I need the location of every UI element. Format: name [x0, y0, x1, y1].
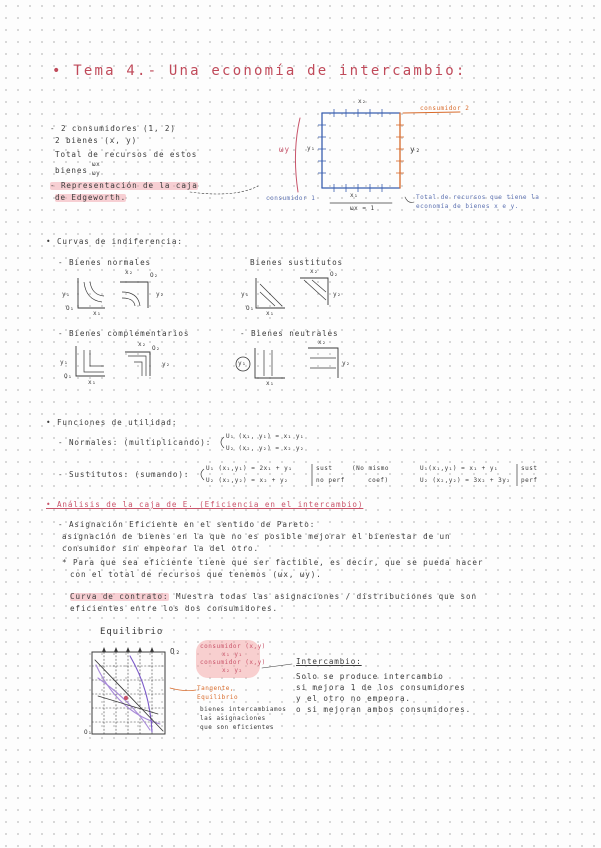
utilidad-sust-mid2: no perf — [316, 477, 345, 484]
curvas-neutrales-label: - Bienes neutrales — [240, 329, 339, 338]
intercambio-line-1: Solo se produce intercambio — [296, 672, 444, 681]
complementarios-y1: y₁ — [60, 359, 69, 366]
intro-line-6: de Edgeworth. — [55, 193, 127, 202]
intercambio-line-4: o si mejoran ambos consumidores. — [296, 705, 472, 714]
utilidad-sust-mid4: coef) — [368, 477, 389, 484]
neutrales-y2: y₂ — [342, 360, 351, 367]
box-consumer1-label: consumidor 1 — [266, 195, 316, 202]
intro-line-1: - 2 consumidores (1, 2) — [50, 124, 176, 133]
curvas-complementarios-label: - Bienes complementarios — [58, 329, 190, 338]
contrato-text: Muestra todas las asignaciones / distribuciones que son — [176, 592, 477, 601]
complementarios-y2: y₂ — [162, 361, 171, 368]
box-omega-x-label: ωx = 1 — [350, 205, 375, 212]
equilibrio-title: Equilibrio — [100, 627, 164, 637]
utilidad-sust-r2: U₂ (x₂,y₂) = 3x₂ + 3y₂ — [420, 477, 511, 484]
utilidad-sust-r4: perf — [521, 477, 538, 484]
complementarios-x2: x₂ — [138, 341, 147, 348]
complementarios-o1: O₁ — [64, 373, 73, 380]
equilibrio-bubble1-l1: consumidor (x,y) — [200, 643, 266, 650]
sustitutos-y2: y₂ — [333, 291, 342, 298]
normales-x1: x₁ — [93, 310, 102, 317]
box-top-label: x₂ — [358, 98, 367, 105]
equilibrio-tangente: Tangente, — [197, 685, 235, 692]
sustitutos-y1: y₁ — [241, 291, 250, 298]
intro-omega-y: ωy — [92, 170, 101, 177]
contrato-text-2: eficientes entre los dos consumidores. — [70, 604, 278, 613]
box-y2-label: y₂ — [410, 145, 421, 154]
equilibrio-bubble1-l2: x₁ y₁ — [222, 651, 243, 658]
intercambio-line-3: y el otro no empeora. — [296, 694, 411, 703]
utilidad-sust-r3: sust — [521, 465, 538, 472]
analisis-line-4: * Para que sea eficiente tiene que ser factible, es decir, que se pueda hacer — [62, 558, 484, 567]
curvas-heading: • Curvas de indiferencia: — [46, 237, 183, 246]
normales-o1: O₁ — [66, 305, 75, 312]
intercambio-line-2: si mejora 1 de los consumidores — [296, 683, 466, 692]
neutrales-y1: y₁ — [238, 360, 247, 367]
equilibrio-note-2: las asignaciones — [200, 715, 266, 722]
curvas-sustitutos-label: Bienes sustitutos — [250, 258, 344, 267]
equilibrio-bubble2-l2: x₂ y₂ — [222, 667, 243, 674]
equilibrio-note-1: bienes intercambiamos — [200, 706, 287, 713]
intro-line-5: - Representación de la caja — [50, 181, 198, 190]
normales-o2: O₂ — [150, 272, 159, 279]
utilidad-sust-mid1: sust — [316, 465, 333, 472]
sustitutos-o1: O₁ — [246, 305, 255, 312]
utilidad-heading: • Funciones de utilidad: — [46, 418, 178, 427]
contrato-label: Curva de contrato: — [70, 592, 169, 601]
box-note-line-1: Total de recursos que tiene la — [416, 194, 540, 201]
box-consumer2-label: consumidor 2 — [420, 105, 470, 112]
page-title: • Tema 4.- Una economía de intercambio: — [52, 63, 467, 79]
analisis-line-2: asignación de bienes en la que no es posible mejorar el bienestar de un — [62, 532, 451, 541]
analisis-heading: • Análisis de la caja de E. (Eficiencia en el intercambio) — [46, 500, 364, 509]
box-x1-label: x₁ — [350, 192, 359, 199]
curvas-normales-label: - Bienes normales — [58, 258, 152, 267]
intercambio-title: Intercambio: — [296, 657, 362, 666]
utilidad-sust-u2: U₂ (x₂,y₂) = x₂ + y₂ — [206, 477, 289, 484]
equilibrio-o1: O₁ — [84, 729, 93, 736]
complementarios-o2: O₂ — [152, 345, 161, 352]
neutrales-x1: x₁ — [266, 380, 275, 387]
sustitutos-x1: x₁ — [266, 310, 275, 317]
normales-y2: y₂ — [156, 291, 165, 298]
intro-omega-x: ωx — [92, 161, 101, 168]
utilidad-normales-u2: U₂ (x₂, y₂) = x₂ y₂ — [226, 445, 305, 452]
intro-line-3: Total de recursos de estos — [55, 150, 198, 159]
utilidad-normales: - Normales: (multiplicando): — [58, 438, 212, 447]
equilibrio-note-3: que son eficientes — [200, 724, 275, 731]
neutrales-x2: x₂ — [318, 339, 327, 346]
intro-line-2: 2 bienes (x, y) — [55, 136, 138, 145]
utilidad-normales-u1: U₁ (x₁, y₁) = x₁ y₁ — [226, 433, 305, 440]
box-omega-y-label: ωy — [279, 145, 290, 154]
utilidad-sustitutos: - Sustitutos: (sumando): — [58, 470, 190, 479]
box-y1-label: y₁ — [307, 145, 316, 152]
complementarios-x1: x₁ — [88, 379, 97, 386]
sustitutos-o2: O₂ — [330, 271, 339, 278]
analisis-line-5: con el total de recursos que tenemos (ωx, ωy). — [70, 570, 322, 579]
normales-x2: x₂ — [125, 269, 134, 276]
utilidad-sust-u1: U₁ (x₁,y₁) = 2x₁ + y₁ — [206, 465, 293, 472]
analisis-line-1: - Asignación Eficiente en el sentido de Pareto: — [58, 520, 316, 529]
equilibrio-o2: O₂ — [170, 647, 181, 656]
equilibrio-bubble2-l1: consumidor (x,y) — [200, 659, 266, 666]
box-note-line-2: economía de bienes x e y. — [416, 203, 519, 210]
sustitutos-x2: x₂ — [310, 268, 319, 275]
normales-y1: y₁ — [62, 291, 71, 298]
utilidad-sust-r1: U₁(x₁,y₁) = x₁ + y₁ — [420, 465, 499, 472]
analisis-line-3: consumidor sin empeorar la del otro. — [62, 544, 259, 553]
intro-line-4: bienes — [55, 166, 88, 175]
equilibrio-equilibrio: Equilibrio — [197, 694, 239, 701]
utilidad-sust-mid3: (No mismo — [352, 465, 390, 472]
